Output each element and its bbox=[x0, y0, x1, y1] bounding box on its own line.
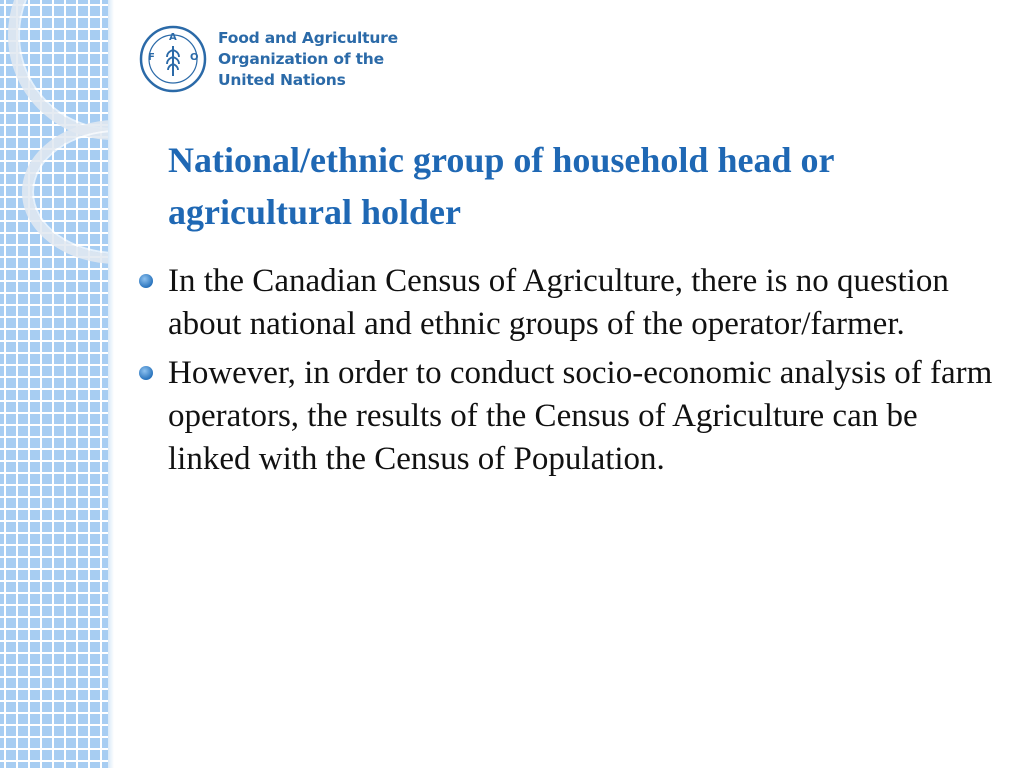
bullet-dot-icon bbox=[139, 366, 153, 380]
bullet-item bbox=[136, 260, 1006, 346]
decorative-ring bbox=[8, 0, 114, 140]
organization-name-line: United Nations bbox=[218, 70, 346, 89]
sidebar-edge bbox=[108, 0, 114, 768]
organization-name-line: Food and Agriculture bbox=[218, 28, 398, 47]
organization-name bbox=[218, 28, 398, 91]
bullet-list bbox=[136, 260, 1006, 487]
fao-emblem-icon bbox=[138, 24, 208, 94]
decorative-ring bbox=[22, 120, 114, 264]
bullet-text: However, in order to conduct socio-economic analysis of farm operators, the results of the Census of Agriculture can be linked with the Census of Population. bbox=[168, 355, 993, 477]
slide-title: National/ethnic group of household head or agricultural holder bbox=[168, 140, 834, 232]
bullet-item bbox=[136, 352, 1006, 481]
fao-logo bbox=[138, 24, 398, 94]
bullet-text: In the Canadian Census of Agriculture, there is no question about national and ethnic groups of the operator/farmer. bbox=[168, 263, 949, 342]
bullet-dot-icon bbox=[139, 274, 153, 288]
emblem-letter-o: O bbox=[190, 52, 199, 63]
decorative-sidebar bbox=[0, 0, 114, 768]
emblem-letter-f: F bbox=[148, 52, 155, 63]
emblem-letter-a: A bbox=[169, 32, 177, 43]
organization-name-line: Organization of the bbox=[218, 49, 384, 68]
